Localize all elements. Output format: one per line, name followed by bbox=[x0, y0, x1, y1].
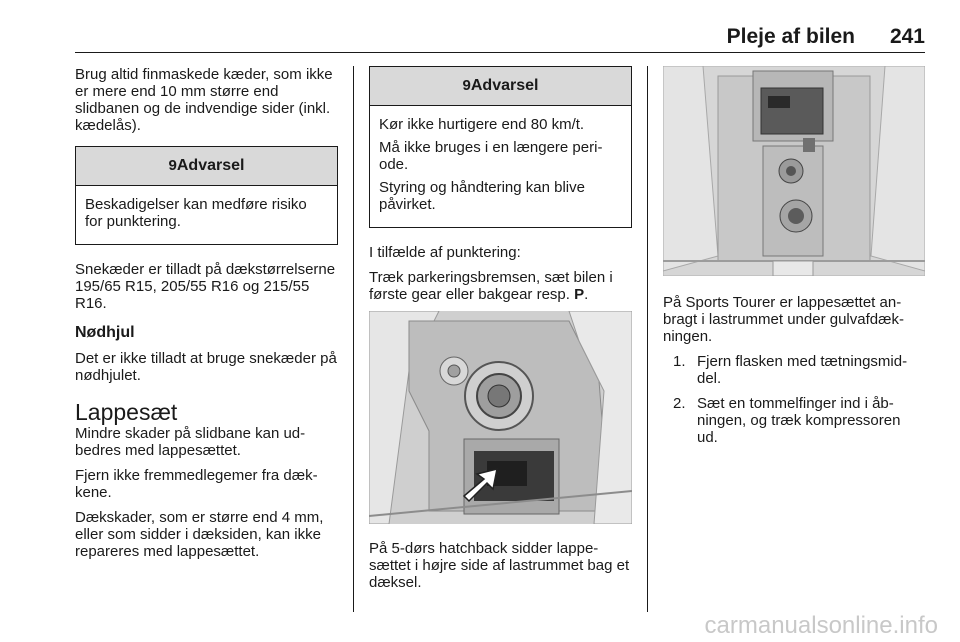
repair-kit-text-2: Fjern ikke fremmedlegemer fra dækkene. bbox=[75, 467, 318, 501]
spare-wheel-text: Det er ikke tilladt at bruge snekæder på nødhjulet. bbox=[75, 350, 337, 384]
warning-box bbox=[369, 66, 632, 228]
watermark: carmanualsonline.info bbox=[704, 612, 938, 639]
repair-kit-text-3: Dækskader, som er større end 4 mm, eller som sidder i dæksiden, kan ikke repareres med lappesættet. bbox=[75, 509, 324, 560]
step-text: Sæt en tommelfinger ind i åbningen, og træk kompressoren ud. bbox=[697, 395, 901, 446]
column-2 bbox=[369, 66, 632, 599]
header-rule bbox=[75, 52, 925, 53]
warning-title: Advarsel bbox=[176, 157, 245, 174]
warning-text-2: Må ikke bruges i en længere periode. bbox=[379, 139, 603, 173]
spare-wheel-heading: Nødhjul bbox=[75, 324, 135, 341]
column-divider-1 bbox=[353, 66, 354, 612]
puncture-intro: I tilfælde af punktering: bbox=[369, 244, 521, 261]
warning-icon: 9 bbox=[168, 157, 177, 174]
warning-title: Advarsel bbox=[470, 77, 539, 94]
hatchback-text: På 5-dørs hatchback sidder lappesættet i højre side af lastrummet bag et dæksel. bbox=[369, 540, 630, 591]
list-item bbox=[663, 395, 925, 446]
column-3 bbox=[663, 66, 925, 454]
column-1 bbox=[75, 66, 338, 568]
tourer-kit-drawing bbox=[663, 66, 925, 276]
list-item bbox=[663, 353, 925, 387]
repair-kit-heading: Lappesæt bbox=[75, 399, 178, 425]
hatchback-trunk-illustration bbox=[369, 311, 632, 524]
page-number: 241 bbox=[889, 25, 925, 48]
chains-sizes: Snekæder er tilladt på dækstørrelserne 195/65 R15, 205/55 R16 og 215/55 R16. bbox=[75, 261, 336, 312]
step-text: Fjern flasken med tætningsmiddel. bbox=[697, 353, 908, 387]
chains-intro: Brug altid finmaskede kæder, som ikke er mere end 10 mm større end slidbanen og de indvendige sider (inkl. kædelås). bbox=[75, 66, 333, 134]
warning-text: Beskadigelser kan medføre risiko for punktering. bbox=[85, 196, 307, 230]
warning-body bbox=[76, 186, 337, 244]
hatchback-kit-drawing bbox=[369, 311, 632, 524]
repair-kit-text-1: Mindre skader på slidbane kan udbedres med lappesættet. bbox=[75, 425, 306, 459]
park-gear-letter: P bbox=[574, 286, 585, 303]
tourer-text: På Sports Tourer er lappesættet anbragt i lastrummet under gulvafdækningen. bbox=[663, 294, 904, 345]
warning-header bbox=[370, 67, 631, 106]
steps-list bbox=[663, 353, 925, 446]
warning-header bbox=[76, 147, 337, 186]
warning-text-1: Kør ikke hurtigere end 80 km/t. bbox=[379, 116, 585, 133]
warning-text-3: Styring og håndtering kan blive påvirket. bbox=[379, 179, 585, 213]
warning-box bbox=[75, 146, 338, 245]
puncture-instruction: Træk parkeringsbremsen, sæt bilen i første gear eller bakgear resp. P. bbox=[369, 269, 613, 303]
warning-body bbox=[370, 106, 631, 227]
page-title: Pleje af bilen bbox=[726, 25, 855, 48]
step-number: 1. bbox=[673, 353, 686, 370]
page-header bbox=[75, 22, 925, 52]
tourer-trunk-illustration bbox=[663, 66, 926, 276]
step-number: 2. bbox=[673, 395, 686, 412]
warning-icon: 9 bbox=[462, 77, 471, 94]
column-divider-2 bbox=[647, 66, 648, 612]
